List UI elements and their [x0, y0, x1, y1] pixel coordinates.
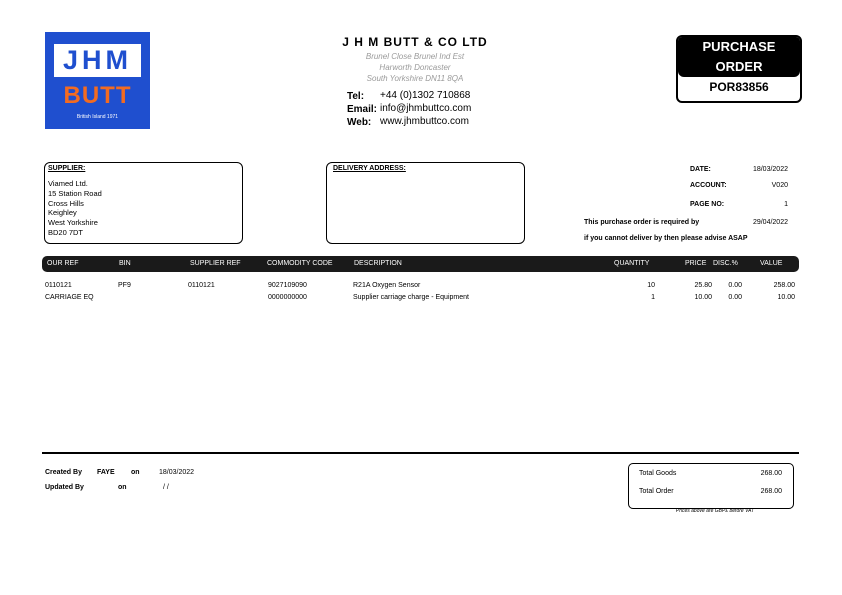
created-on-label: on	[131, 469, 140, 476]
supplier-line: Keighley	[48, 208, 77, 218]
created-by-label: Created By	[45, 469, 82, 476]
logo-jhm-text: JHM	[54, 44, 141, 77]
supplier-address	[48, 179, 102, 238]
cell-value: 258.00	[773, 282, 795, 289]
col-value: VALUE	[760, 260, 783, 267]
company-name: J H M BUTT & CO LTD	[342, 35, 488, 49]
po-title-line-1: PURCHASE	[702, 39, 776, 54]
purchase-order-title	[678, 37, 800, 77]
table-row	[0, 282, 842, 292]
cell-disc: 0.00	[728, 294, 742, 301]
delivery-title: DELIVERY ADDRESS:	[333, 165, 406, 172]
created-date: 18/03/2022	[159, 469, 195, 476]
col-price: PRICE	[685, 260, 707, 267]
cell-price: 10.00	[694, 294, 712, 301]
company-address-line-2: Harworth Doncaster	[379, 63, 451, 72]
cell-commodity: 9027109090	[268, 282, 307, 289]
created-by-value: FAYE	[97, 469, 115, 476]
total-goods-label: Total Goods	[639, 470, 677, 477]
footer-divider	[42, 452, 799, 454]
col-bin: BIN	[119, 260, 131, 267]
col-quantity: QUANTITY	[614, 260, 650, 267]
company-address-line-3: South Yorkshire DN11 8QA	[366, 74, 464, 83]
total-order-label: Total Order	[639, 488, 674, 495]
cell-our-ref: CARRIAGE EQ	[45, 294, 94, 301]
cell-qty: 1	[651, 294, 655, 301]
cell-description: Supplier carriage charge - Equipment	[353, 294, 469, 301]
cell-our-ref: 0110121	[45, 282, 72, 289]
email-label: Email:	[347, 104, 378, 115]
supplier-line: Cross Hills	[48, 198, 84, 208]
updated-on-label: on	[118, 484, 127, 491]
cell-value: 10.00	[777, 294, 795, 301]
tel-value: +44 (0)1302 710868	[380, 90, 471, 101]
supplier-title: SUPPLIER:	[48, 165, 86, 172]
company-logo	[45, 32, 150, 129]
page-no-label: PAGE NO:	[690, 201, 725, 208]
cell-price: 25.80	[694, 282, 712, 289]
totals-box	[628, 463, 794, 509]
tel-label: Tel:	[347, 91, 365, 102]
required-by-date: 29/04/2022	[752, 219, 788, 226]
updated-date: / /	[163, 484, 169, 491]
supplier-line: BD20 7DT	[48, 227, 84, 237]
col-description: DESCRIPTION	[354, 260, 402, 267]
vat-note: Prices above are GBP£ before VAT	[675, 508, 755, 514]
total-goods-value: 268.00	[760, 470, 782, 477]
cell-description: R21A Oxygen Sensor	[353, 282, 421, 289]
table-row	[0, 294, 842, 304]
purchase-order-box	[676, 35, 802, 103]
email-value: info@jhmbuttco.com	[380, 103, 472, 114]
cell-bin: PF9	[118, 282, 131, 289]
col-our-ref: OUR REF	[47, 260, 79, 267]
supplier-line: West Yorkshire	[48, 218, 98, 228]
col-commodity-code: COMMODITY CODE	[267, 260, 333, 267]
po-number: POR83856	[709, 80, 769, 94]
page-no-value: 1	[784, 201, 788, 208]
cell-qty: 10	[647, 282, 655, 289]
web-label: Web:	[347, 117, 372, 128]
date-label: DATE:	[690, 166, 711, 173]
col-disc: DISC.%	[713, 260, 738, 267]
account-label: ACCOUNT:	[690, 182, 727, 189]
cell-supplier-ref: 0110121	[188, 282, 215, 289]
col-supplier-ref: SUPPLIER REF	[190, 260, 241, 267]
total-order-value: 268.00	[760, 488, 782, 495]
account-value: V020	[771, 182, 788, 189]
advise-note: if you cannot deliver by then please advise ASAP	[584, 235, 748, 242]
supplier-box	[44, 162, 243, 244]
supplier-line: Viamed Ltd.	[48, 179, 88, 188]
cell-disc: 0.00	[728, 282, 742, 289]
delivery-address-box	[326, 162, 525, 244]
web-value: www.jhmbuttco.com	[380, 116, 469, 127]
logo-butt-text: BUTT	[63, 82, 132, 109]
company-address-line-1: Brunel Close Brunel Ind Est	[365, 52, 465, 61]
updated-by-label: Updated By	[45, 484, 84, 491]
logo-tagline: British Island 1971	[76, 114, 119, 120]
date-value: 18/03/2022	[752, 166, 788, 173]
po-title-line-2: ORDER	[715, 59, 763, 74]
required-by-label: This purchase order is required by	[584, 219, 700, 226]
supplier-line: 15 Station Road	[48, 188, 102, 198]
order-lines-header	[42, 256, 799, 272]
cell-commodity: 0000000000	[268, 294, 307, 301]
